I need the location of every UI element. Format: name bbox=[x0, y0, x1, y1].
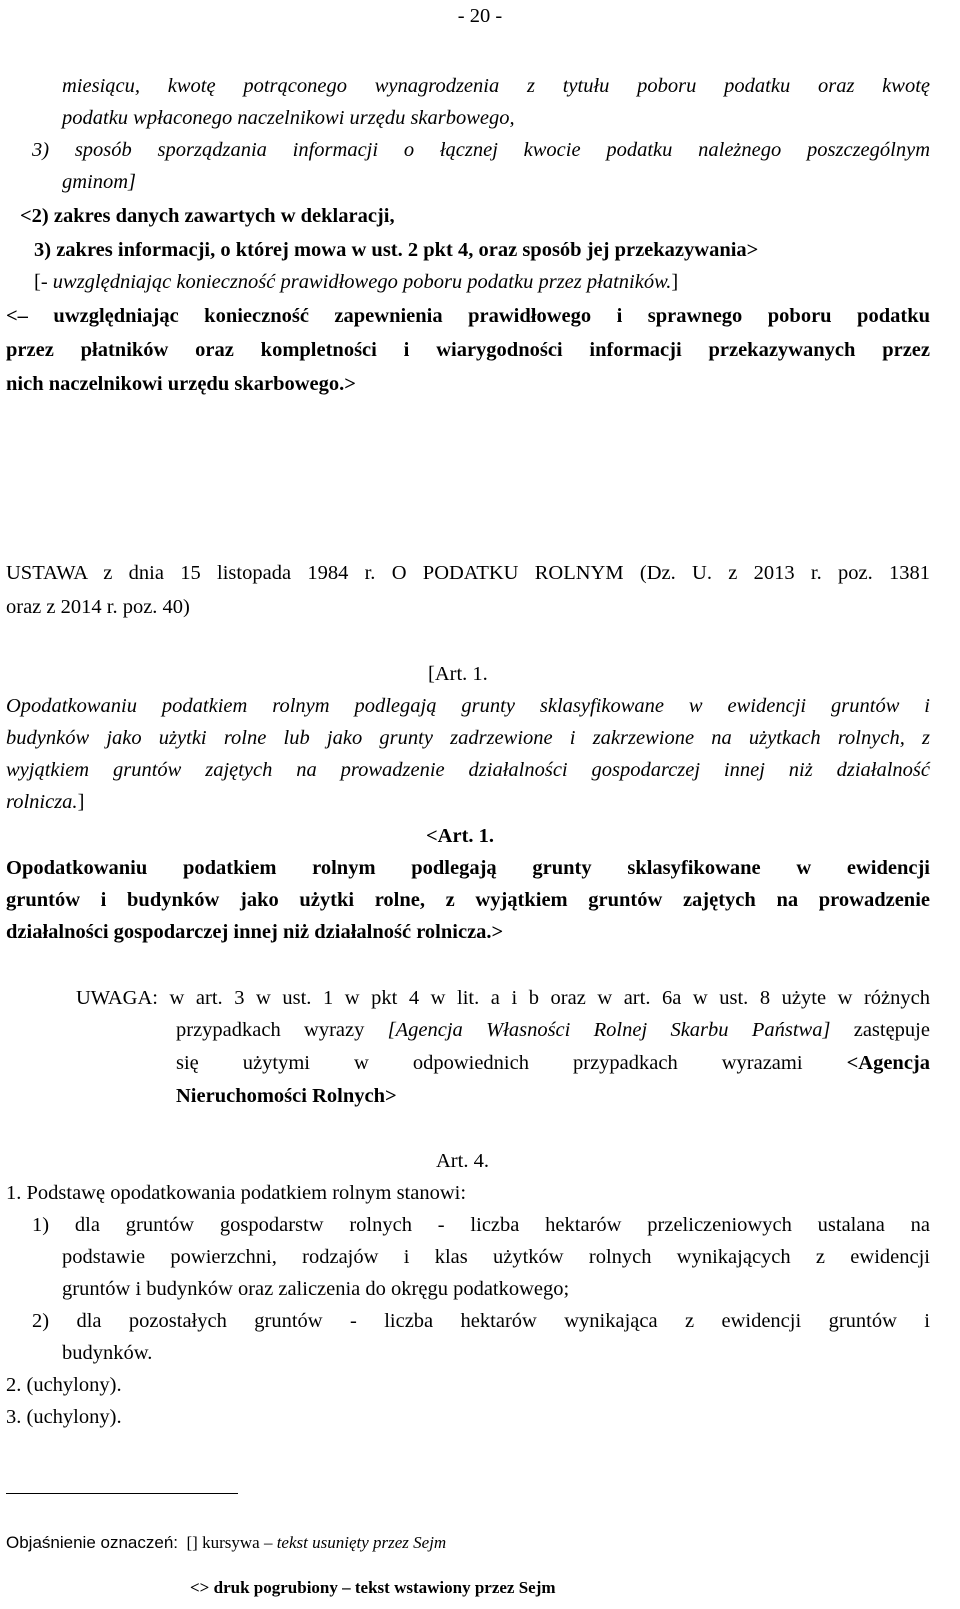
text-line: podatku wpłaconego naczelnikowi urzędu skarbowego, bbox=[62, 107, 515, 129]
note-text: przypadkach wyrazy bbox=[176, 1019, 388, 1041]
inserted-clause-line: nich naczelnikowi urzędu skarbowego.> bbox=[6, 373, 356, 395]
article-heading: Art. 4. bbox=[436, 1150, 489, 1172]
list-item: 3) sposób sporządzania informacji o łącznej kwocie podatku należnego poszczególnym bbox=[32, 139, 930, 161]
legend-text: druk pogrubiony bbox=[209, 1578, 338, 1597]
deleted-text: tekst usunięty przez Sejm bbox=[276, 1533, 447, 1552]
deleted-text: rolnicza. bbox=[6, 791, 78, 813]
legend-text: tekst wstawiony przez Sejm bbox=[354, 1578, 556, 1597]
inserted-text: <Agencja bbox=[846, 1052, 930, 1074]
text-line: gruntów i budynków oraz zaliczenia do okręgu podatkowego; bbox=[62, 1278, 570, 1300]
list-item: 1) dla gruntów gospodarstw rolnych - liczba hektarów przeliczeniowych ustalana na bbox=[32, 1214, 930, 1236]
text-line bbox=[6, 788, 84, 816]
text-line: gminom] bbox=[62, 171, 137, 193]
inserted-clause-line: przez płatników oraz kompletności i wiarygodności informacji przekazywanych przez bbox=[6, 339, 930, 361]
text-line: Opodatkowaniu podatkiem rolnym podlegają grunty sklasyfikowane w ewidencji gruntów i bbox=[6, 695, 930, 717]
footnote-legend bbox=[190, 1577, 556, 1599]
deleted-text: - uwzględniając konieczność prawidłowego poboru podatku przez płatników. bbox=[40, 271, 672, 293]
legend-text: kursywa bbox=[197, 1533, 260, 1552]
bracket: ] bbox=[77, 791, 85, 813]
text-line: gruntów i budynków jako użytki rolne, z wyjątkiem gruntów zajętych na prowadzenie bbox=[6, 889, 930, 911]
inserted-item: <2) zakres danych zawartych w deklaracji, bbox=[20, 205, 395, 227]
article-heading: [Art. 1. bbox=[428, 663, 488, 685]
article-heading: <Art. 1. bbox=[426, 825, 495, 847]
text-line: Opodatkowaniu podatkiem rolnym podlegają grunty sklasyfikowane w ewidencji bbox=[6, 857, 930, 879]
inserted-clause-line: <– uwzględniając konieczność zapewnienia prawidłowego i sprawnego poboru podatku bbox=[6, 305, 930, 327]
note-line: Nieruchomości Rolnych> bbox=[176, 1085, 397, 1107]
text-line: działalności gospodarczej innej niż działalność rolnicza.> bbox=[6, 921, 504, 943]
bracket: [] bbox=[186, 1533, 198, 1552]
note-line bbox=[176, 1016, 930, 1044]
paragraph: 3. (uchylony). bbox=[6, 1406, 122, 1428]
inserted-item: 3) zakres informacji, o której mowa w ust. 2 pkt 4, oraz sposób jej przekazywania> bbox=[34, 239, 759, 261]
paragraph: 1. Podstawę opodatkowania podatkiem rolnym stanowi: bbox=[6, 1182, 467, 1204]
act-title: USTAWA z dnia 15 listopada 1984 r. O PODATKU ROLNYM (Dz. U. z 2013 r. poz. 1381 bbox=[6, 562, 930, 584]
deleted-text: [Agencja Własności Rolnej Skarbu Państwa] bbox=[387, 1019, 831, 1041]
footnote-legend bbox=[6, 1532, 446, 1554]
dash: – bbox=[259, 1533, 277, 1552]
legend-label: Objaśnienie oznaczeń: bbox=[6, 1533, 179, 1552]
note-text: zastępuje bbox=[830, 1019, 930, 1041]
text-line: wyjątkiem gruntów zajętych na prowadzenie działalności gospodarczej innej niż działalność bbox=[6, 759, 930, 781]
text-line: miesiącu, kwotę potrąconego wynagrodzenia z tytułu poboru podatku oraz kwotę bbox=[62, 75, 930, 97]
text-line: budynków. bbox=[62, 1342, 153, 1364]
note-line bbox=[176, 1049, 930, 1077]
bracket: <> bbox=[190, 1578, 210, 1597]
page-number: - 20 - bbox=[457, 5, 503, 27]
act-title: oraz z 2014 r. poz. 40) bbox=[6, 596, 190, 618]
note-text: się użytymi w odpowiednich przypadkach wyrazami bbox=[176, 1052, 847, 1074]
text-line: budynków jako użytki rolne lub jako grunty zadrzewione i zakrzewione na użytkach rolnych, z bbox=[6, 727, 930, 749]
bracket: [ bbox=[34, 271, 41, 293]
text-line: podstawie powierzchni, rodzajów i klas użytków rolnych wynikających z ewidencji bbox=[62, 1246, 930, 1268]
bracket: ] bbox=[671, 271, 679, 293]
list-item: 2) dla pozostałych gruntów - liczba hektarów wynikająca z ewidencji gruntów i bbox=[32, 1310, 930, 1332]
note-line: UWAGA: w art. 3 w ust. 1 w pkt 4 w lit. a i b oraz w art. 6a w ust. 8 użyte w różnych bbox=[76, 987, 930, 1009]
footnote-divider bbox=[6, 1493, 238, 1494]
deleted-clause bbox=[34, 268, 678, 296]
paragraph: 2. (uchylony). bbox=[6, 1374, 122, 1396]
dash: – bbox=[337, 1578, 355, 1597]
